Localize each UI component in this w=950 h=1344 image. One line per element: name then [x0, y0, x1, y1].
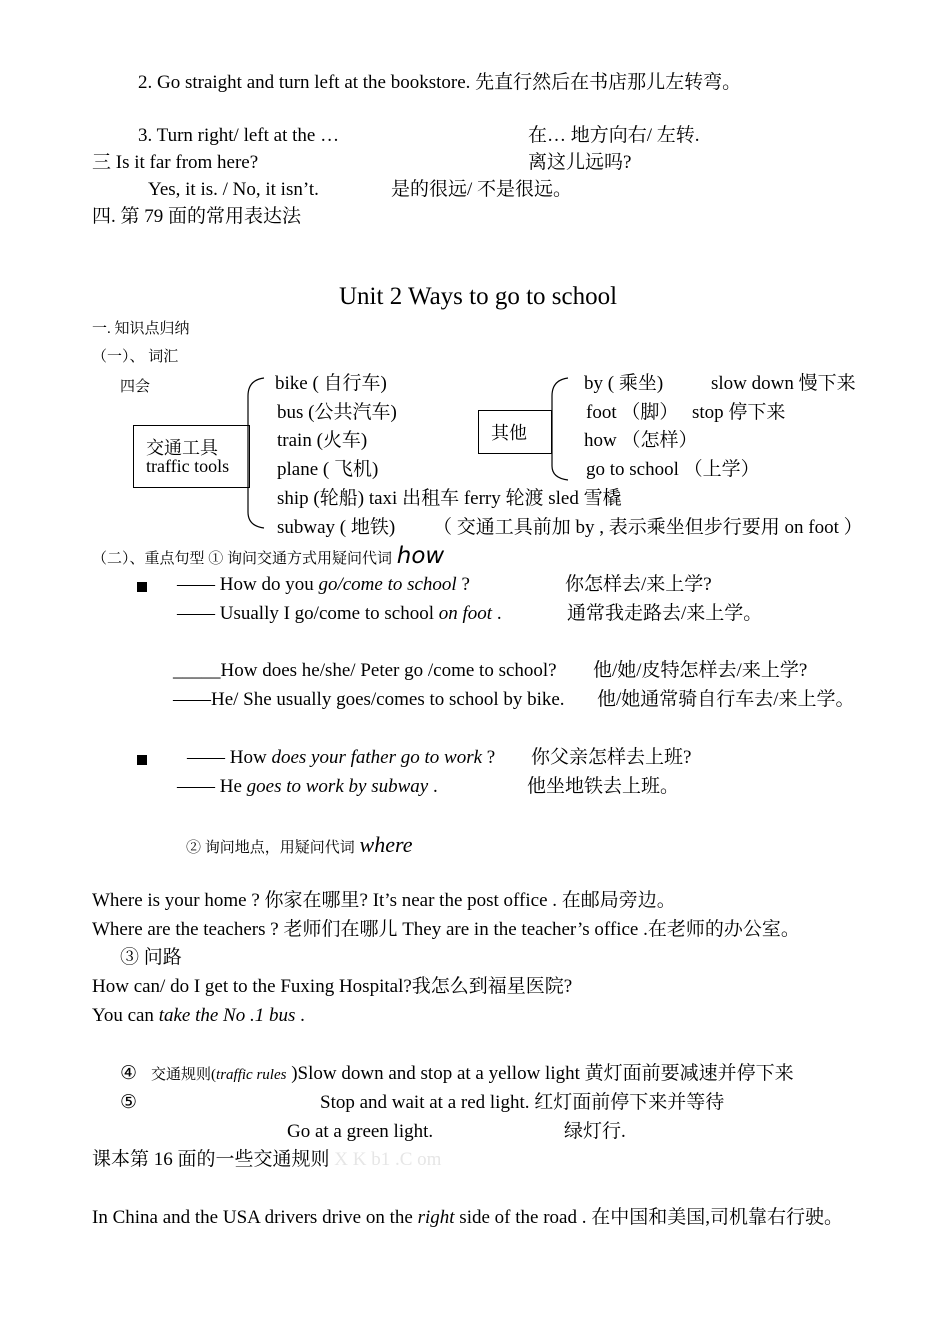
where-heading	[186, 834, 412, 859]
other-label: 其他	[491, 423, 527, 443]
other-box	[478, 410, 552, 454]
rule-5-number: ⑤	[120, 1092, 138, 1113]
section-3-answer: Yes, it is. / No, it isn’t.	[148, 179, 319, 200]
q2-answer: ——He/ She usually goes/comes to school by bike.	[173, 689, 565, 710]
q1-question-post: ?	[456, 574, 470, 595]
q2-answer-chinese: 他/她通常骑自行车去/来上学。	[597, 689, 855, 710]
bus-answer-pre: You can	[92, 1005, 159, 1026]
traffic-tools-chinese: 交通工具	[146, 438, 218, 458]
q1-question	[177, 574, 470, 596]
section-3-question: 三 Is it far from here?	[92, 152, 259, 173]
q1-question-pre: —— How do you	[177, 574, 319, 595]
hospital-question: How can/ do I get to the Fuxing Hospital?我怎么到福星医院?	[92, 976, 573, 997]
key-sentences-heading	[92, 545, 444, 570]
section-4-line: 四. 第 79 面的常用表达法	[92, 206, 302, 227]
traffic-rules-paren: )	[286, 1063, 298, 1084]
drive-right-post: side of the road . 在中国和美国,司机靠右行驶。	[454, 1207, 843, 1228]
q3-question-em: does your father go to work	[271, 747, 483, 768]
vocab-by: by ( 乘坐)	[584, 373, 664, 394]
yellow-light-rule: Slow down and stop at a yellow light 黄灯面前要减速并停下来	[297, 1063, 794, 1084]
q1-answer-pre: —— Usually I go/come to school	[177, 603, 439, 624]
q1-question-chinese: 你怎样去/来上学?	[565, 574, 712, 595]
vocab-how: how （怎样）	[584, 430, 698, 451]
vocab-bus: bus (公共汽车)	[277, 402, 397, 423]
vocab-by-note: （ 交通工具前加 by , 表示乘坐但步行要用 on foot ）	[433, 517, 863, 538]
vocab-stop: stop 停下来	[692, 402, 786, 423]
textbook-rules-line	[92, 1149, 441, 1171]
bus-answer-em: take the No .1 bus	[158, 1005, 296, 1026]
page-title: Unit 2 Ways to go to school	[339, 283, 618, 310]
rule-4-number: ④	[120, 1063, 138, 1084]
drive-right-em: right	[417, 1207, 455, 1228]
vocab-foot: foot （脚）	[586, 402, 679, 423]
watermark-text: X K b1 .C om	[334, 1149, 442, 1170]
textbook-rules-text: 课本第 16 面的一些交通规则	[92, 1149, 335, 1170]
q3-answer-chinese: 他坐地铁去上班。	[527, 776, 680, 797]
bullet-square	[137, 752, 147, 770]
ask-way-heading: ③ 问路	[120, 947, 182, 968]
step-3-line: 3. Turn right/ left at the …	[138, 125, 340, 146]
vocab-train: train (火车)	[277, 430, 368, 451]
red-light-rule: Stop and wait at a red light. 红灯面前停下来并等待	[320, 1092, 725, 1113]
q1-answer	[177, 603, 502, 625]
q1-question-em: go/come to school	[318, 574, 457, 595]
where-teachers-line: Where are the teachers ? 老师们在哪儿 They are in the teacher’s office .在老师的办公室。	[92, 919, 800, 940]
traffic-rules-head: 交通规则(	[151, 1067, 217, 1083]
section-3-chinese: 离这儿远吗?	[528, 152, 632, 173]
q3-question	[187, 747, 495, 769]
q3-answer	[177, 776, 438, 798]
where-word: where	[359, 832, 413, 857]
key-sentences-heading-text: （二）、重点句型 ① 询问交通方式用疑问代词	[92, 551, 393, 567]
q2-question: _____How does he/she/ Peter go /come to school?	[173, 660, 557, 681]
q1-answer-post: .	[492, 603, 502, 624]
traffic-tools-english: traffic tools	[146, 456, 230, 476]
where-heading-text: ② 询问地点，用疑问代词	[186, 840, 355, 856]
bullet-square	[137, 579, 147, 597]
q1-answer-em: on foot	[438, 603, 493, 624]
bus-answer-post: .	[295, 1005, 305, 1026]
vocab-bike: bike ( 自行车)	[275, 373, 387, 394]
four-skills-label: 四会	[120, 379, 151, 395]
q3-answer-pre: —— He	[177, 776, 247, 797]
vocab-row-ship-taxi-ferry-sled: ship (轮船) taxi 出租车 ferry 轮渡 sled 雪橇	[277, 488, 622, 509]
traffic-tools-box	[133, 425, 250, 488]
where-home-line: Where is your home ? 你家在哪里? It’s near the post office . 在邮局旁边。	[92, 890, 676, 911]
q1-answer-chinese: 通常我走路去/来上学。	[567, 603, 763, 624]
drive-right-pre: In China and the USA drivers drive on the	[92, 1207, 418, 1228]
traffic-rules-em: traffic rules	[216, 1067, 287, 1083]
section-3-answer-chinese: 是的很远/ 不是很远。	[391, 179, 573, 200]
vocab-subway: subway ( 地铁)	[277, 517, 396, 538]
green-light-rule: Go at a green light.	[287, 1121, 434, 1142]
vocab-go-to-school: go to school （上学）	[586, 459, 760, 480]
step-2-line: 2. Go straight and turn left at the bookstore. 先直行然后在书店那儿左转弯。	[138, 72, 742, 93]
how-word: how	[396, 543, 445, 569]
knowledge-summary-heading: 一. 知识点归纳	[92, 321, 190, 337]
green-light-chinese: 绿灯行.	[564, 1121, 626, 1142]
q3-question-pre: —— How	[187, 747, 272, 768]
vocab-slow-down: slow down 慢下来	[711, 373, 856, 394]
vocab-plane: plane ( 飞机)	[277, 459, 379, 480]
vocabulary-heading: （一）、 词汇	[92, 349, 179, 365]
q3-question-chinese: 你父亲怎样去上班?	[531, 747, 692, 768]
q3-answer-em: goes to work by subway	[246, 776, 429, 797]
q2-question-chinese: 他/她/皮特怎样去/来上学?	[593, 660, 808, 681]
bus-answer	[92, 1005, 305, 1027]
step-3-chinese: 在… 地方向右/ 左转.	[528, 125, 700, 146]
q3-answer-post: .	[428, 776, 438, 797]
drive-right-line	[92, 1207, 843, 1229]
traffic-rules-line	[120, 1063, 794, 1086]
q3-question-post: ?	[482, 747, 496, 768]
